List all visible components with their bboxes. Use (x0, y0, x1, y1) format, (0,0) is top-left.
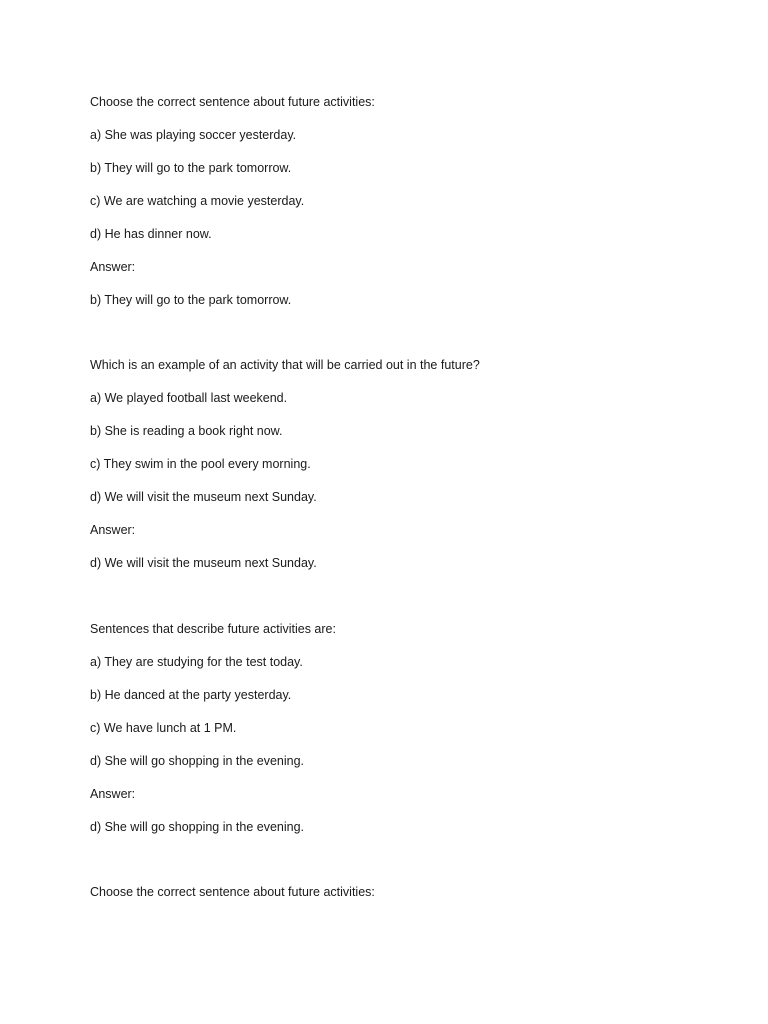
question-2-option-d: d) We will visit the museum next Sunday. (90, 490, 317, 504)
question-2-prompt: Which is an example of an activity that will be carried out in the future? (90, 358, 480, 372)
question-1-option-d: d) He has dinner now. (90, 227, 212, 241)
question-1-answer: b) They will go to the park tomorrow. (90, 293, 292, 307)
question-4-prompt: Choose the correct sentence about future activities: (90, 885, 375, 899)
question-3-answer-label: Answer: (90, 787, 136, 801)
question-3-option-d: d) She will go shopping in the evening. (90, 754, 305, 768)
question-3-option-a: a) They are studying for the test today. (90, 655, 303, 669)
question-3-option-b: b) He danced at the party yesterday. (90, 688, 292, 702)
question-2-option-b: b) She is reading a book right now. (90, 424, 283, 438)
question-2-answer: d) We will visit the museum next Sunday. (90, 556, 317, 570)
question-1-option-a: a) She was playing soccer yesterday. (90, 128, 297, 142)
question-2-option-c: c) They swim in the pool every morning. (90, 457, 311, 471)
question-2-option-a: a) We played football last weekend. (90, 391, 288, 405)
question-1-answer-label: Answer: (90, 260, 136, 274)
question-3-option-c: c) We have lunch at 1 PM. (90, 721, 237, 735)
question-3-prompt: Sentences that describe future activities are: (90, 622, 336, 636)
question-1-option-b: b) They will go to the park tomorrow. (90, 161, 292, 175)
question-1-option-c: c) We are watching a movie yesterday. (90, 194, 305, 208)
question-1-prompt: Choose the correct sentence about future activities: (90, 95, 375, 109)
question-2-answer-label: Answer: (90, 523, 136, 537)
question-3-answer: d) She will go shopping in the evening. (90, 820, 305, 834)
